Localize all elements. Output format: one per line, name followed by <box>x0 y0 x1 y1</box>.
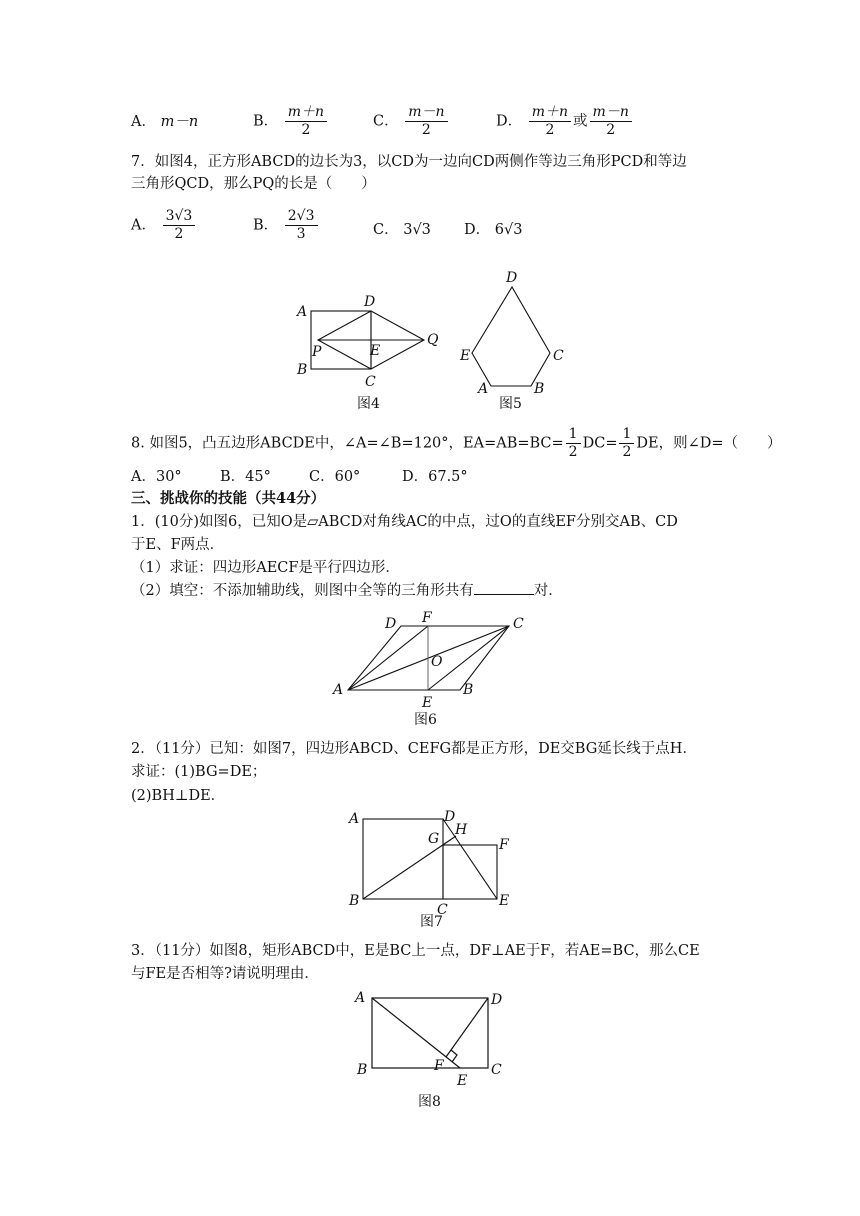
q8-suffix: DE，则∠D=（ ） <box>636 435 782 452</box>
p1-line-3: （1）求证：四边形AECF是平行四边形． <box>131 560 400 576</box>
option-label: D． <box>464 222 491 238</box>
q8-option-d: D．67.5° <box>402 469 468 485</box>
caption-fig4: 图4 <box>357 396 380 412</box>
p2-line-2: 求证：(1)BG=DE； <box>131 764 267 780</box>
q8-option-b: B．45° <box>220 469 271 485</box>
q8-option-c: C．60° <box>309 469 361 485</box>
label-c: C <box>437 902 448 918</box>
caption-fig5: 图5 <box>499 396 522 412</box>
label-d: D <box>506 270 518 286</box>
segment-ae <box>372 998 460 1068</box>
q7-line-2: 三角形QCD，那么PQ的长是（ ） <box>131 176 376 192</box>
label-e: E <box>422 695 433 711</box>
label-g: G <box>428 831 440 847</box>
numerator: m＋n <box>529 104 571 122</box>
label-b: B <box>297 362 308 378</box>
label-e: E <box>370 343 381 359</box>
denominator: 2 <box>545 122 555 138</box>
segment-df <box>446 998 488 1057</box>
label-a: A <box>349 811 360 827</box>
option-text: 3√3 <box>403 222 431 238</box>
label-f: F <box>434 1058 444 1074</box>
label-c: C <box>553 348 564 364</box>
label-b: B <box>534 381 545 397</box>
label-d: D <box>364 294 376 310</box>
q7-line-1: 7．如图4，正方形ABCD的边长为3，以CD为一边向CD两侧作等边三角形PCD和等边 <box>131 154 687 170</box>
p3-line-1: 3．（11分）如图8，矩形ABCD中，E是BC上一点，DF⊥AE于F，若AE=BC，那么CE <box>131 943 700 959</box>
denominator: 2 <box>301 122 311 138</box>
numerator: m－n <box>405 104 447 122</box>
label-b: B <box>463 682 474 698</box>
p3-line-2: 与FE是否相等?请说明理由． <box>131 966 319 982</box>
rectangle-abcd <box>372 998 488 1068</box>
option-label: C． <box>373 113 399 130</box>
label-a: A <box>355 990 366 1006</box>
denominator: 2 <box>174 226 184 242</box>
label-d: D <box>385 616 397 632</box>
option-label: C． <box>373 222 399 238</box>
denominator: 2 <box>421 122 431 138</box>
p2-line-1: 2．（11分）已知：如图7，四边形ABCD、CEFG都是正方形，DE交BG延长线于点H． <box>131 741 697 757</box>
option-label: D． <box>496 113 523 130</box>
label-a: A <box>333 682 344 698</box>
label-e: E <box>499 893 510 909</box>
numerator: m＋n <box>285 104 327 122</box>
label-d: D <box>491 992 503 1008</box>
label-e: E <box>460 348 471 364</box>
numerator: 1 <box>566 426 581 444</box>
label-c: C <box>365 374 376 390</box>
option-text: m－n <box>160 114 199 130</box>
section-title: 三、挑战你的技能（共44分） <box>131 490 326 507</box>
label-q: Q <box>427 332 439 348</box>
p1-line-4-post: 对． <box>533 583 563 599</box>
q8-mid: DC= <box>582 435 618 452</box>
label-b: B <box>349 893 360 909</box>
option-text: 6√3 <box>494 222 523 238</box>
p1-line-1: 1．(10分)如图6，已知O是▱ABCD对角线AC的中点，过O的直线EF分别交AB、CD <box>131 514 678 530</box>
numerator: 2√3 <box>285 208 318 226</box>
numerator: 1 <box>619 426 634 444</box>
label-p: P <box>312 344 322 360</box>
label-a: A <box>478 381 489 397</box>
q8-prefix: 8. 如图5，凸五边形ABCDE中，∠A=∠B=120°，EA=AB=BC= <box>131 435 564 452</box>
caption-fig6: 图6 <box>414 712 437 728</box>
label-b: B <box>357 1062 368 1078</box>
numerator: m－n <box>590 104 632 122</box>
p1-line-2: 于E、F两点． <box>131 537 225 553</box>
label-a: A <box>297 304 308 320</box>
option-label: B． <box>253 217 279 234</box>
option-label: A． <box>131 114 156 130</box>
label-h: H <box>455 822 468 838</box>
denominator: 2 <box>568 444 578 460</box>
option-label: A． <box>131 217 156 234</box>
caption-fig8: 图8 <box>418 1094 441 1110</box>
label-o: O <box>431 654 443 670</box>
q8-option-a: A．30° <box>131 469 182 485</box>
p2-line-3: (2)BH⊥DE． <box>131 788 226 804</box>
p1-line-4-pre: （2）填空：不添加辅助线，则图中全等的三角形共有 <box>131 583 474 599</box>
right-angle-mark <box>451 1050 457 1062</box>
label-f: F <box>422 610 432 626</box>
denominator: 3 <box>296 226 306 242</box>
label-d: D <box>444 809 456 825</box>
option-label: B． <box>253 113 279 130</box>
label-c: C <box>491 1062 502 1078</box>
or-text: 或 <box>573 113 588 130</box>
denominator: 2 <box>606 122 616 138</box>
label-f: F <box>499 837 509 853</box>
caption-fig7: 图7 <box>420 914 443 930</box>
label-e: E <box>457 1073 468 1089</box>
numerator: 3√3 <box>163 208 196 226</box>
denominator: 2 <box>622 444 632 460</box>
label-c: C <box>513 616 524 632</box>
